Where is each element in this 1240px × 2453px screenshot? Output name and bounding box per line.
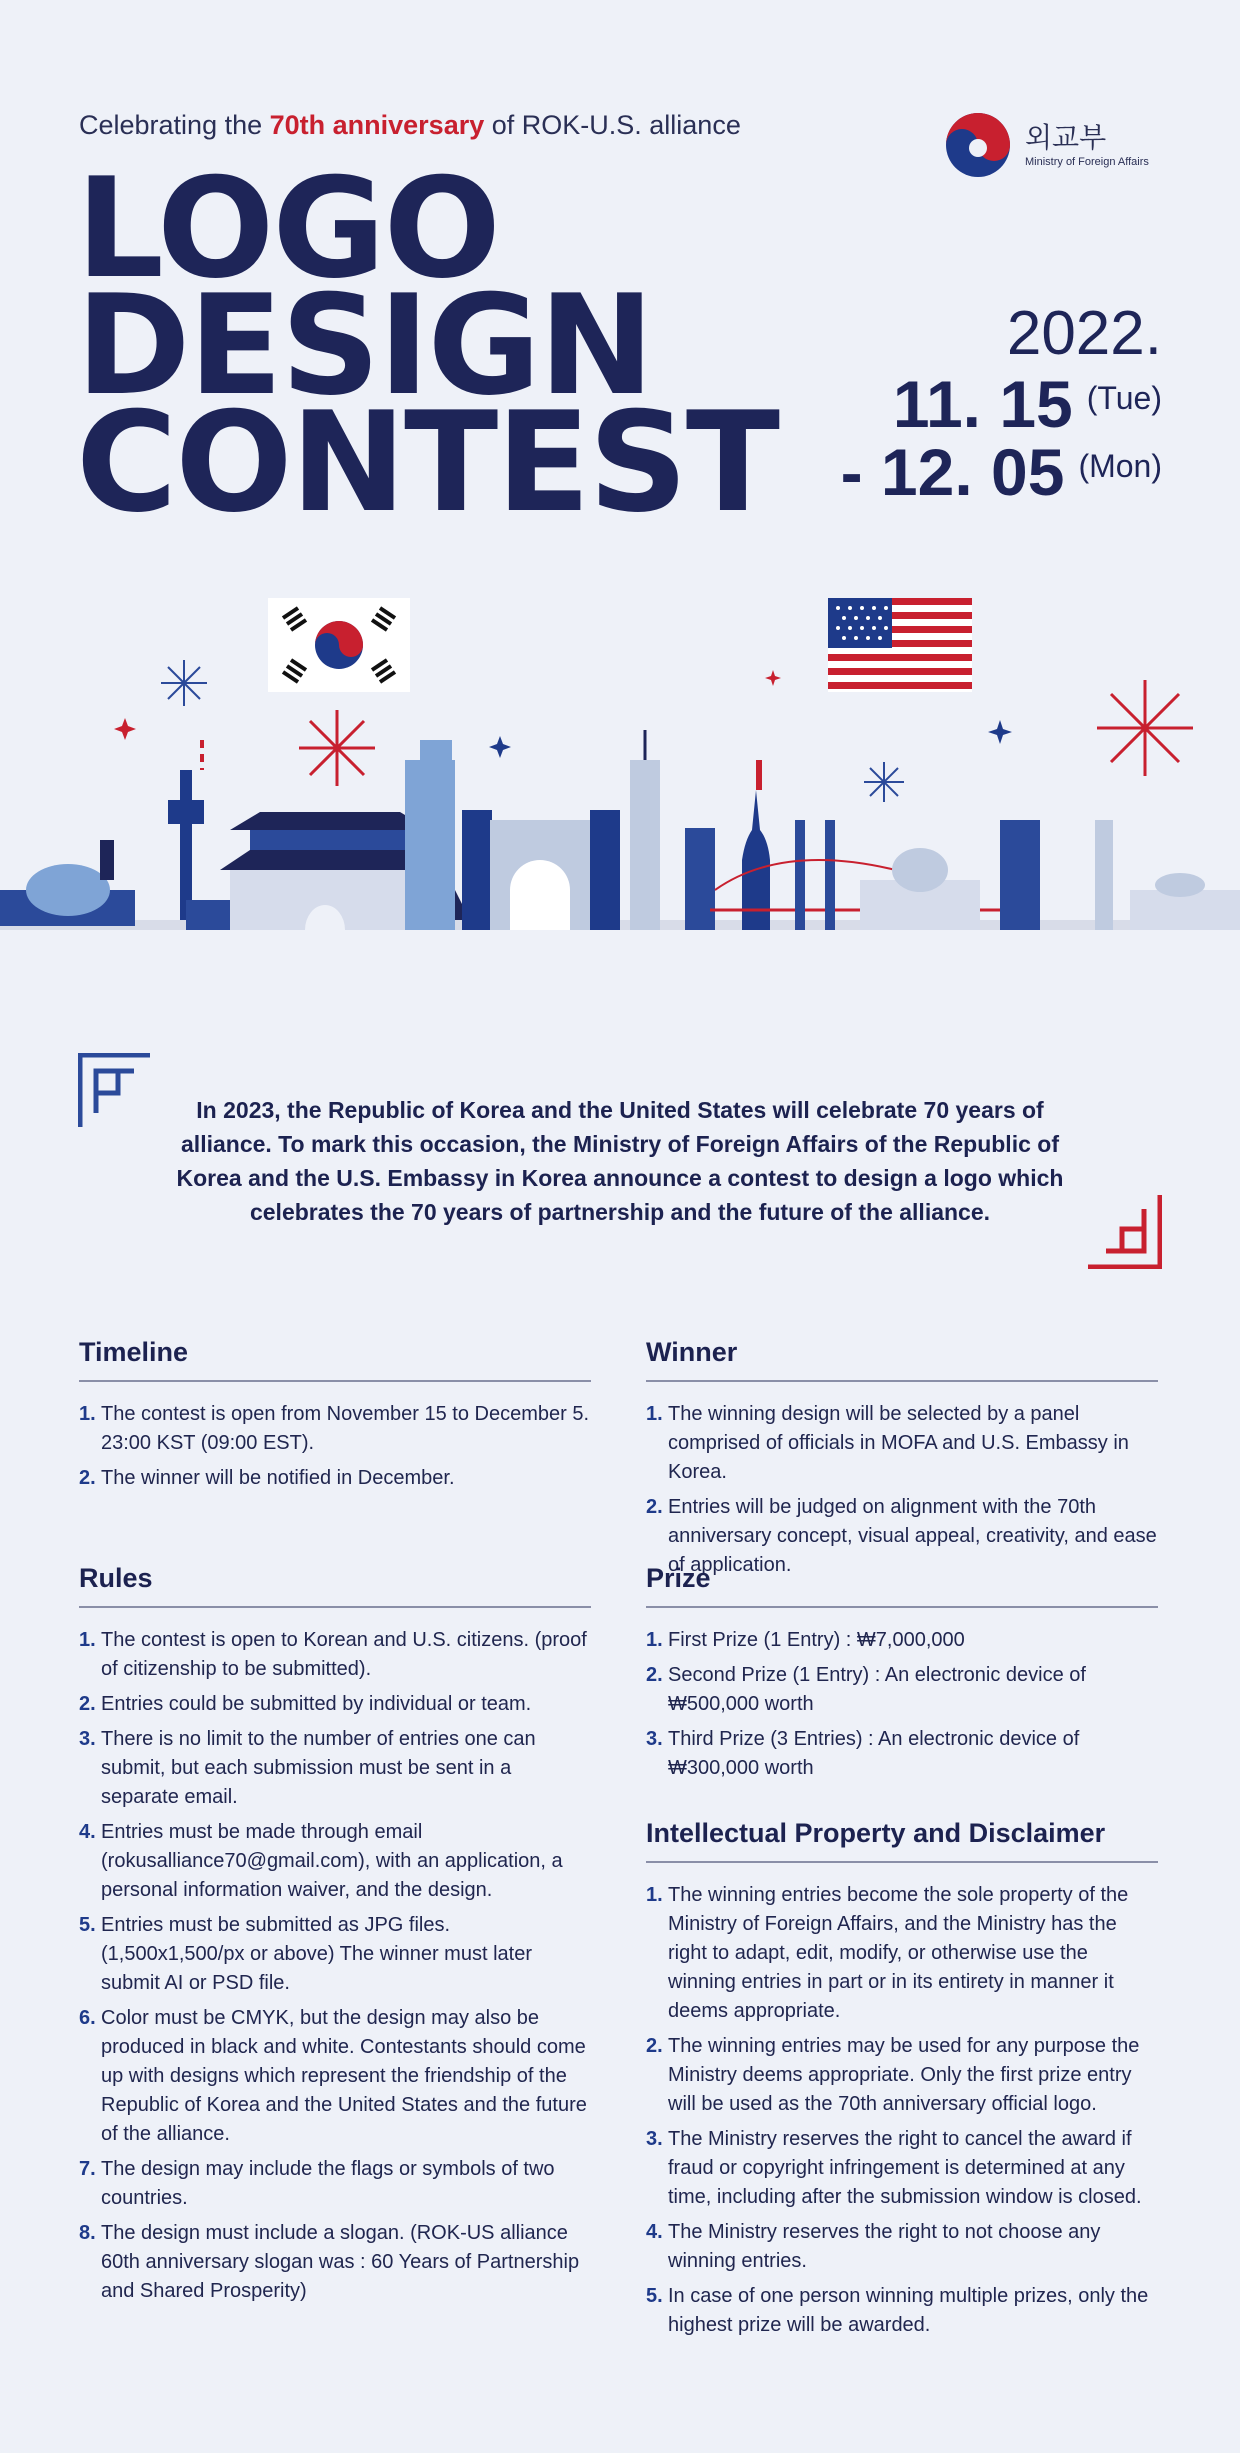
prize-heading: Prize [646, 1563, 1158, 1608]
end-date [841, 434, 1162, 510]
korean-flag-icon [268, 598, 410, 692]
list-item: 4. The Ministry reserves the right to not choose any winning entries. [646, 2221, 1101, 2272]
item-text: The design may include the flags or symbols of two countries. [101, 2158, 555, 2209]
subtitle [79, 110, 741, 141]
list-item: 2. Entries will be judged on alignment with the 70th anniversary concept, visual appeal, creativity, and ease of application. [646, 1496, 1157, 1576]
item-text: In case of one person winning multiple prizes, only the highest prize will be awarded. [668, 2285, 1149, 2336]
knot-pattern-icon [1088, 1195, 1162, 1269]
item-text: Entries will be judged on alignment with the 70th anniversary concept, visual appeal, creativity, and ease of application. [668, 1496, 1157, 1576]
subtitle-text-end: of ROK-U.S. alliance [484, 110, 741, 140]
list-item: 1. The contest is open from November 15 to December 5. 23:00 KST (09:00 EST). [79, 1403, 590, 1454]
skyline-illustration [0, 590, 1240, 990]
subtitle-text: Celebrating the [79, 110, 270, 140]
item-text: The design must include a slogan. (ROK-US alliance 60th anniversary slogan was : 60 Years of Partnership and Shared Prosperity) [101, 2222, 580, 2302]
ministry-name-english: Ministry of Foreign Affairs [1025, 156, 1149, 168]
item-text: Entries must be made through email (rokusalliance70@gmail.com), with an application, a personal information waiver, and the design. [101, 1821, 563, 1901]
winner-list [646, 1400, 1158, 1580]
list-item: 8. The design must include a slogan. (ROK-US alliance 60th anniversary slogan was : 60 Years of Partnership and Shared Prosperity) [79, 2222, 580, 2302]
item-text: The winning design will be selected by a panel comprised of officials in MOFA and U.S. Embassy in Korea. [668, 1403, 1129, 1483]
ministry-logo [945, 112, 1165, 182]
item-text: The winning entries may be used for any purpose the Ministry deems appropriate. Only the first prize entry will be used as the 70th anniversary official logo. [668, 2035, 1140, 2115]
knot-pattern-icon [78, 1053, 152, 1127]
timeline-heading: Timeline [79, 1337, 591, 1382]
item-text: The contest is open from November 15 to December 5. 23:00 KST (09:00 EST). [101, 1403, 590, 1454]
korea-buildings [0, 730, 1240, 930]
prize-section [646, 1563, 1158, 1789]
end-day: (Mon) [1078, 448, 1162, 484]
timeline-list [79, 1400, 591, 1493]
item-text: Third Prize (3 Entries) : An electronic device of ₩300,000 worth [668, 1728, 1080, 1779]
rules-section [79, 1563, 591, 2312]
list-item: 1. The winning entries become the sole property of the Ministry of Foreign Affairs, and the Ministry has the right to adapt, edit, modify, or otherwise use the winning entries in part or in its entirety in manner it deems appropriate. [646, 1884, 1129, 2022]
list-item: 7. The design may include the flags or symbols of two countries. [79, 2158, 555, 2209]
taegeuk-emblem-icon [945, 112, 1011, 178]
start-day: (Tue) [1086, 380, 1162, 416]
item-text: Entries must be submitted as JPG files. (1,500x1,500/px or above) The winner must later submit AI or PSD file. [101, 1914, 532, 1994]
us-buildings [710, 760, 1240, 930]
list-item: 3. There is no limit to the number of entries one can submit, but each submission must be sent in a separate email. [79, 1728, 536, 1808]
start-date-value: 11. 15 [892, 367, 1073, 441]
title-line-1: LOGO [76, 148, 499, 309]
item-text: Entries could be submitted by individual or team. [101, 1693, 532, 1715]
us-flag-icon [828, 598, 972, 692]
item-text: First Prize (1 Entry) : ₩7,000,000 [668, 1629, 965, 1651]
winner-heading: Winner [646, 1337, 1158, 1382]
item-text: The Ministry reserves the right to not choose any winning entries. [668, 2221, 1101, 2272]
list-item: 5. In case of one person winning multiple prizes, only the highest prize will be awarded. [646, 2285, 1149, 2336]
subtitle-highlight: 70th anniversary [269, 110, 485, 140]
ip-list [646, 1881, 1158, 2340]
item-text: The winner will be notified in December. [101, 1467, 455, 1489]
ip-heading: Intellectual Property and Disclaimer [646, 1818, 1158, 1863]
list-item: 3. Third Prize (3 Entries) : An electronic device of ₩300,000 worth [646, 1728, 1080, 1779]
item-text: Color must be CMYK, but the design may also be produced in black and white. Contestants should come up with designs which represent the friendship of the Republic of Korea and the United States and the future of the alliance. [101, 2007, 587, 2145]
list-item: 5. Entries must be submitted as JPG files. (1,500x1,500/px or above) The winner must later submit AI or PSD file. [79, 1914, 532, 1994]
contest-year: 2022. [1006, 299, 1162, 368]
intro-paragraph: In 2023, the Republic of Korea and the United States will celebrate 70 years of alliance. To mark this occasion, the Ministry of Foreign Affairs of the Republic of Korea and the U.S. Embassy in Korea announce a contest to design a logo which celebrates the 70 years of partnership and the future of the alliance. [176, 1097, 1064, 1225]
winner-section [646, 1337, 1158, 1586]
rules-list [79, 1626, 591, 2306]
timeline-section [79, 1337, 591, 1499]
title-line-2: DESIGN [76, 265, 653, 426]
prize-list [646, 1626, 1158, 1783]
title-line-3: CONTEST [76, 382, 779, 543]
list-item: 1. The winning design will be selected by a panel comprised of officials in MOFA and U.S. Embassy in Korea. [646, 1403, 1129, 1483]
item-text: The Ministry reserves the right to cancel the award if fraud or copyright infringement is determined at any time, including after the submission window is closed. [668, 2128, 1142, 2208]
list-item: 3. The Ministry reserves the right to cancel the award if fraud or copyright infringement is determined at any time, including after the submission window is closed. [646, 2128, 1142, 2208]
item-text: The winning entries become the sole property of the Ministry of Foreign Affairs, and the Ministry has the right to adapt, edit, modify, or otherwise use the winning entries in part or in its entirety in manner it deems appropriate. [668, 1884, 1129, 2022]
ip-section [646, 1818, 1158, 2346]
list-item: 2. The winner will be notified in December. [79, 1467, 455, 1489]
list-item: 2. Second Prize (1 Entry) : An electronic device of ₩500,000 worth [646, 1664, 1086, 1715]
list-item: 1. First Prize (1 Entry) : ₩7,000,000 [646, 1629, 965, 1651]
item-text: There is no limit to the number of entries one can submit, but each submission must be sent in a separate email. [101, 1728, 536, 1808]
start-date [893, 366, 1162, 442]
list-item: 4. Entries must be made through email (rokusalliance70@gmail.com), with an application, a personal information waiver, and the design. [79, 1821, 563, 1901]
end-date-value: - 12. 05 [840, 435, 1065, 509]
item-text: Second Prize (1 Entry) : An electronic device of ₩500,000 worth [668, 1664, 1086, 1715]
item-text: The contest is open to Korean and U.S. citizens. (proof of citizenship to be submitted). [101, 1629, 587, 1680]
ministry-name-korean: 외교부 [1025, 122, 1107, 153]
list-item: 1. The contest is open to Korean and U.S. citizens. (proof of citizenship to be submitted). [79, 1629, 587, 1680]
list-item: 2. Entries could be submitted by individual or team. [79, 1693, 532, 1715]
list-item: 2. The winning entries may be used for any purpose the Ministry deems appropriate. Only the first prize entry will be used as the 70th anniversary official logo. [646, 2035, 1140, 2115]
list-item: 6. Color must be CMYK, but the design may also be produced in black and white. Contestants should come up with designs which represent the friendship of the Republic of Korea and the United States and the future of the alliance. [79, 2007, 587, 2145]
rules-heading: Rules [79, 1563, 591, 1608]
